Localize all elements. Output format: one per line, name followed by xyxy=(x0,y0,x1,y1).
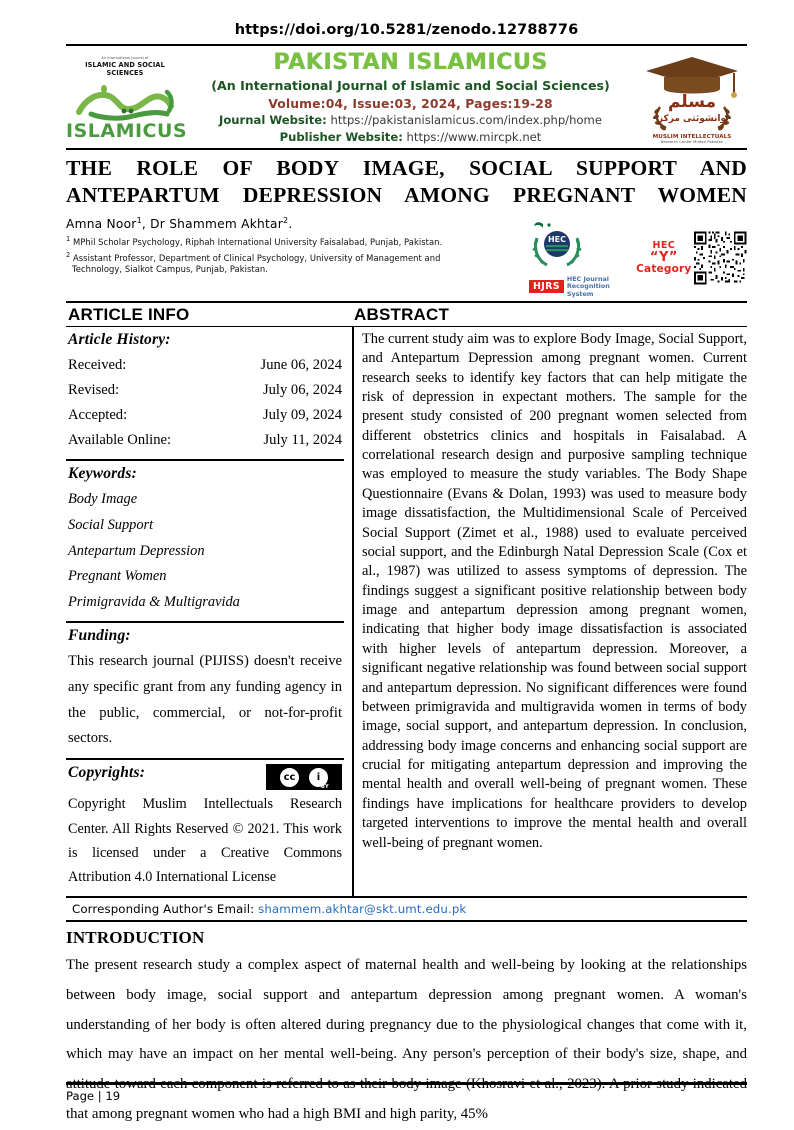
journal-website-label: Journal Website: xyxy=(219,112,327,127)
publisher-website-label: Publisher Website: xyxy=(279,129,403,144)
islamicus-logo-subject: ISLAMIC AND SOCIAL SCIENCES xyxy=(85,61,165,78)
hec-category-words xyxy=(636,241,691,274)
table-row xyxy=(68,378,342,403)
hjrs-tag: HJRS xyxy=(529,280,564,293)
list-item: Antepartum Depression xyxy=(68,542,205,559)
publisher-website-url[interactable]: https://www.mircpk.net xyxy=(406,129,542,144)
author-1-marker: 1 xyxy=(136,215,142,225)
article-title-line-2: ANTEPARTUM DEPRESSION AMONG PREGNANT WOMEN xyxy=(66,183,747,208)
affiliation-1-text: MPhil Scholar Psychology, Riphah International University Faisalabad, Punjab, Pakistan. xyxy=(72,236,443,247)
article-title xyxy=(66,148,747,212)
copyrights-text: Copyright Muslim Intellectuals Research Center. All Rights Reserved © 2021. This work is licensed under a Creative Commons Attribution 4.0 International License xyxy=(68,796,342,886)
hec-category-word: Category xyxy=(636,262,692,275)
cc-by-circle: i xyxy=(309,768,328,787)
article-info-column xyxy=(66,326,354,896)
table-row xyxy=(68,403,342,428)
creative-commons-icon xyxy=(266,764,342,790)
svg-text:وانشوثتى مركز: وانشوثتى مركز xyxy=(657,114,727,125)
hjrs-caption xyxy=(567,276,634,298)
author-2-name: , Dr Shammem Akhtar xyxy=(141,216,283,231)
islamicus-logo xyxy=(66,55,188,143)
introduction-paragraph: The present research study a complex aspect of maternal health and well-being by looking at the relationships between body image, social support and antepartum depression among pregnant women. A woman's understanding of her body is often altered during pregnancy due to the physiological changes that come with it, which may have an impact on her mental well-being. Any person's perception of their body's size, shape, and attitude toward each component is referred to as their body image (Khosravi et al., 2023). A prior study indicated that among pregnant women who had a high BMI and high parity, 45% xyxy=(66,956,747,1123)
hjrs-row xyxy=(529,276,634,298)
hec-category-letter: “Y” xyxy=(649,249,678,265)
journal-subtitle: (An International Journal of Islamic and Social Sciences) xyxy=(211,77,610,93)
article-history-box xyxy=(66,327,344,461)
muslim-intellectuals-name: MUSLIM INTELLECTUALS xyxy=(652,134,732,141)
abstract-column xyxy=(354,326,747,896)
list-item: Social Support xyxy=(68,516,154,533)
publisher-website-line xyxy=(188,130,633,145)
islamicus-logo-wordmark: ISLAMICUS xyxy=(66,120,188,143)
journal-website-url[interactable]: https://pakistanislamicus.com/index.php/home xyxy=(330,112,602,127)
table-row xyxy=(68,353,342,378)
copyrights-heading: Copyrights: xyxy=(68,764,146,782)
list-item: Primigravida & Multigravida xyxy=(68,593,240,610)
svg-text:HEC: HEC xyxy=(547,234,567,244)
affiliation-2-marker: 2 xyxy=(66,250,71,259)
arabic-calligraphy-icon xyxy=(66,78,184,124)
funding-heading: Funding: xyxy=(68,627,131,645)
affiliation-1-marker: 1 xyxy=(66,234,71,243)
corresponding-author-label: Corresponding Author's Email: xyxy=(72,901,255,916)
history-value: July 06, 2024 xyxy=(262,381,342,398)
funding-box xyxy=(66,623,344,760)
list-item: Pregnant Women xyxy=(68,568,167,585)
cc-by-label: BY xyxy=(321,784,329,791)
page-footer xyxy=(66,1082,747,1103)
history-value: June 06, 2024 xyxy=(260,356,342,373)
keywords-heading: Keywords: xyxy=(68,465,137,483)
hec-emblem-icon xyxy=(529,218,585,270)
svg-text:مسلم: مسلم xyxy=(667,92,717,113)
copyrights-heading-row xyxy=(68,764,342,790)
affiliation-2 xyxy=(66,251,523,277)
article-history-heading: Article History: xyxy=(68,330,171,348)
history-label: Received: xyxy=(68,356,127,373)
corresponding-author-row xyxy=(66,896,747,922)
history-label: Accepted: xyxy=(68,407,128,424)
recognition-badges xyxy=(529,216,747,298)
masthead xyxy=(66,44,747,147)
journal-title: PAKISTAN ISLAMICUS xyxy=(273,50,548,75)
affiliation-1 xyxy=(66,235,523,249)
info-abstract-row xyxy=(66,326,747,896)
copyrights-box xyxy=(66,760,344,896)
introduction-heading: INTRODUCTION xyxy=(66,927,205,947)
masthead-text xyxy=(184,51,637,145)
author-1-name: Amna Noor xyxy=(66,216,137,231)
author-2-marker: 2 xyxy=(282,215,289,225)
authors-block xyxy=(66,212,747,298)
history-value: July 09, 2024 xyxy=(262,407,342,424)
hec-badge xyxy=(529,218,691,298)
volume-issue-line: Volume:04, Issue:03, 2024, Pages:19-28 xyxy=(268,95,553,111)
author-names-tail: . xyxy=(288,216,293,231)
affiliation-2-text-line-2: Technology, Sialkot Campus, Punjab, Pakistan. xyxy=(72,264,269,275)
article-info-heading: ARTICLE INFO xyxy=(68,304,190,324)
history-label: Available Online: xyxy=(68,432,172,449)
doi-line: https://doi.org/10.5281/zenodo.12788776 xyxy=(234,22,579,38)
history-value: July 11, 2024 xyxy=(263,432,342,449)
hjrs-caption-line-1: HEC Journal xyxy=(566,274,609,283)
affiliation-2-text-line-1: Assistant Professor, Department of Clinical Psychology, University of Management and xyxy=(72,252,441,263)
funding-text: This research journal (PIJISS) doesn't receive any specific grant from any funding agency in the public, commercial, or not-for-profit sectors. xyxy=(68,653,342,747)
muslim-intellectuals-tagline: Research Center Multan Pakistan xyxy=(660,140,724,145)
abstract-heading: ABSTRACT xyxy=(354,304,450,324)
qr-code-icon[interactable] xyxy=(694,231,747,285)
hec-label: HEC xyxy=(652,240,676,252)
list-item: Body Image xyxy=(68,491,138,508)
muslim-intellectuals-logo xyxy=(637,51,747,144)
cc-logo-circle: cc xyxy=(280,768,299,787)
corresponding-author-email[interactable]: shammem.akhtar@skt.umt.edu.pk xyxy=(258,901,467,916)
page-number: Page | 19 xyxy=(66,1089,121,1103)
authors-left xyxy=(66,216,529,278)
islamicus-logo-tagline: An International Journal of xyxy=(101,55,149,60)
table-row xyxy=(68,428,342,453)
keywords-box xyxy=(66,461,344,623)
hjrs-caption-line-2: Recognition System xyxy=(566,282,610,298)
article-title-line-1: THE ROLE OF BODY IMAGE, SOCIAL SUPPORT AND xyxy=(66,155,747,180)
section-heading-row xyxy=(66,301,747,326)
abstract-text: The current study aim was to explore Body Image, Social Support, and Antepartum Depression among pregnant women. Current research seeks to identify key factors that can help mitigate the risk of depression in expectant mothers. The sample for the present study consisted of 200 pregnant women selected from different obstetrics clinics and hospitals in Faisalabad. A correlational research design and purposive sampling technique was employed to measure the study variables. The Body Shape Questionnaire (Evans & Dolan, 1993) was used to measure body image dissatisfaction, the Multidimensional Scale of Perceived Social Support (Zimet et al., 1988) used to evaluate perceived social support, and the Edinburgh Natal Depression Scale (Cox et al., 1987) was utilized to assess symptoms of depression. The findings suggest a significant positive relationship between body image and antepartum depression among pregnant women, indicating that higher body image dissatisfaction is associated with higher levels of antepartum depression. Moreover, a significant negative relationship was found between social support and antepartum depression. No significant differences were found between primigravida and multigravida women in terms of body image, social support, and antepartum depression. In conclusion, addressing body image concerns and enhancing social support are crucial for mitigating antepartum depression and improving the mental health and overall well-being of pregnant women. These findings have implications for healthcare providers to develop targeted interventions to improve the mental health and overall well-being of pregnant women. xyxy=(362,330,747,851)
journal-website-line xyxy=(188,113,633,128)
author-names xyxy=(66,216,523,231)
hec-emblem-group xyxy=(529,218,634,298)
history-label: Revised: xyxy=(68,381,120,398)
